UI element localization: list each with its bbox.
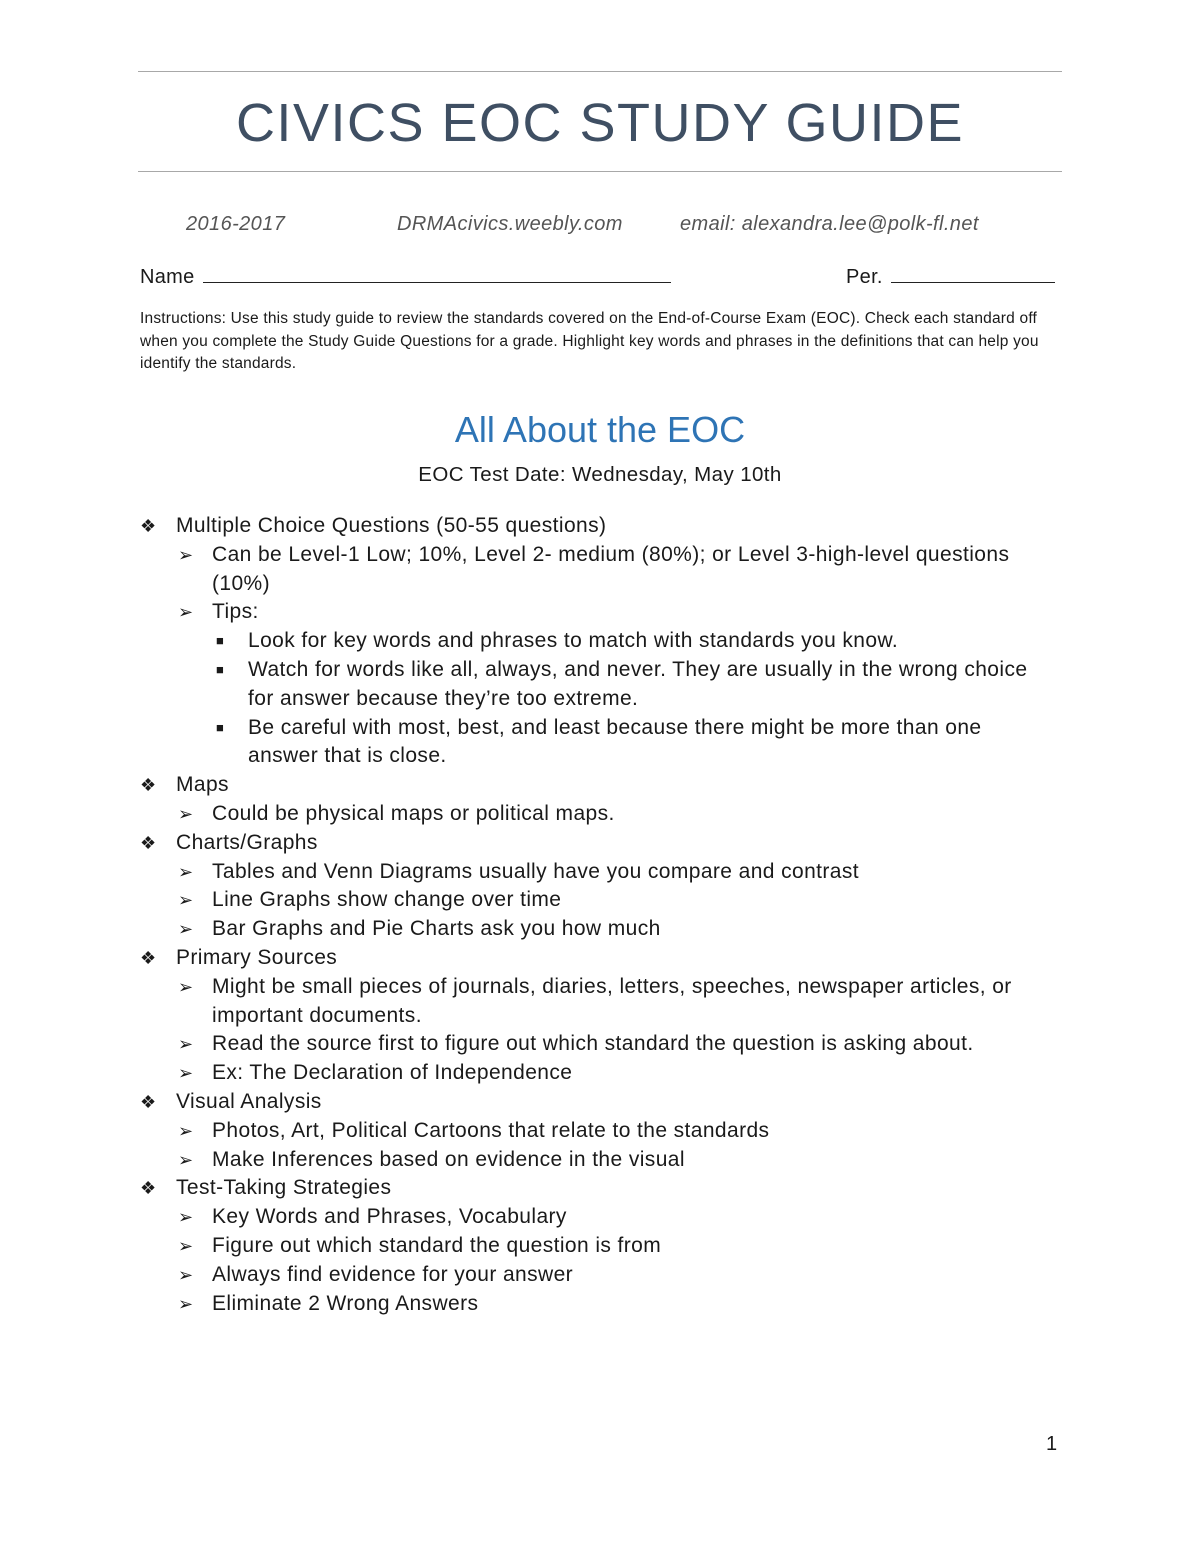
outline-item [140,541,1040,599]
outline-item-text: Can be Level-1 Low; 10%, Level 2- medium (80%); or Level 3-high-level questions (10%) [212,542,1010,595]
outline-item [140,915,1040,944]
outline-item-text: Figure out which standard the question is from [212,1233,662,1257]
arrowhead-bullet-icon: ➢ [178,1207,194,1228]
outline-item [140,714,1040,772]
outline-item-text: Eliminate 2 Wrong Answers [212,1291,479,1315]
instructions: Instructions: Use this study guide to review the standards covered on the End-of-Course Exam (EOC). Check each standard off when you complete the Study Guide Questions for a grade. Highlight key words and phrases in the definitions that can help you identify the standards. [140,310,1039,372]
square-bullet-icon: ■ [216,719,225,735]
outline-item [140,1059,1040,1088]
square-bullet-icon: ■ [216,633,225,649]
outline-item-text: Photos, Art, Political Cartoons that relate to the standards [212,1118,770,1142]
outline-item [140,1088,1040,1117]
outline-item-text: Could be physical maps or political maps. [212,801,615,825]
outline-item-text: Watch for words like all, always, and never. They are usually in the wrong choice for answer because they’re too extreme. [248,657,1028,710]
outline-item-text: Might be small pieces of journals, diaries, letters, speeches, newspaper articles, or important documents. [212,974,1012,1027]
outline-item [140,1174,1040,1203]
page-number: 1 [1046,1433,1058,1455]
period-blank[interactable] [891,262,1055,283]
diamond-bullet-icon: ❖ [140,516,157,536]
outline-item [140,1290,1040,1319]
outline-item-text: Key Words and Phrases, Vocabulary [212,1205,567,1229]
arrowhead-bullet-icon: ➢ [178,1120,194,1141]
outline-item [140,858,1040,887]
arrowhead-bullet-icon: ➢ [178,602,194,623]
test-date: EOC Test Date: Wednesday, May 10th [418,463,782,486]
outline-item-text: Ex: The Declaration of Independence [212,1061,573,1085]
arrowhead-bullet-icon: ➢ [178,544,194,565]
top-rule [138,71,1062,72]
outline-item-text: Primary Sources [176,945,338,969]
outline-item [140,886,1040,915]
outline-item-text: Make Inferences based on evidence in the visual [212,1147,685,1171]
outline-item-text: Charts/Graphs [176,830,318,854]
arrowhead-bullet-icon: ➢ [178,1264,194,1285]
outline-item [140,829,1040,858]
arrowhead-bullet-icon: ➢ [178,919,194,940]
outline-item [140,1261,1040,1290]
outline-item-text: Tables and Venn Diagrams usually have you compare and contrast [212,859,859,883]
website-link[interactable]: DRMAcivics.weebly.com [397,213,623,235]
page-title: CIVICS EOC STUDY GUIDE [235,93,965,153]
outline-item [140,800,1040,829]
outline-item [140,944,1040,973]
outline-item-text: Maps [176,773,229,797]
outline-item-text: Visual Analysis [176,1089,322,1113]
period-field[interactable] [846,262,1055,289]
diamond-bullet-icon: ❖ [140,1091,157,1112]
arrowhead-bullet-icon: ➢ [178,861,194,882]
outline-item [140,512,1040,541]
arrowhead-bullet-icon: ➢ [178,1235,194,1256]
arrowhead-bullet-icon: ➢ [178,976,194,997]
arrowhead-bullet-icon: ➢ [178,1034,194,1055]
outline-item [140,1203,1040,1232]
outline-item-text: Always find evidence for your answer [212,1262,574,1286]
outline-item [140,656,1040,714]
outline-item [140,598,1040,627]
arrowhead-bullet-icon: ➢ [178,803,194,824]
outline-item-text: Test-Taking Strategies [176,1176,392,1200]
arrowhead-bullet-icon: ➢ [178,1149,194,1170]
arrowhead-bullet-icon: ➢ [178,1293,194,1314]
outline-item [140,771,1040,800]
section-heading: All About the EOC [454,409,746,450]
outline-item [140,627,1040,656]
arrowhead-bullet-icon: ➢ [178,1063,194,1084]
outline-list [140,512,1040,1318]
outline-item [140,1030,1040,1059]
outline-item-text: Tips: [212,600,259,624]
outline-item [140,973,1040,1031]
outline-item-text: Look for key words and phrases to match with standards you know. [248,629,899,653]
school-year: 2016-2017 [186,213,286,235]
outline-item [140,1146,1040,1175]
diamond-bullet-icon: ❖ [140,1178,157,1199]
outline-item-text: Multiple Choice Questions (50-55 questions) [176,514,607,537]
square-bullet-icon: ■ [216,661,225,677]
diamond-bullet-icon: ❖ [140,775,157,796]
name-label: Name [140,266,195,288]
outline-item [140,1232,1040,1261]
outline-item-text: Line Graphs show change over time [212,888,562,912]
outline-item-text: Bar Graphs and Pie Charts ask you how much [212,917,661,941]
period-label: Per. [846,266,883,288]
email-contact[interactable]: email: alexandra.lee@polk-fl.net [680,213,979,235]
outline-item-text: Read the source first to figure out which standard the question is asking about. [212,1032,974,1056]
diamond-bullet-icon: ❖ [140,947,157,968]
diamond-bullet-icon: ❖ [140,832,157,853]
name-field[interactable] [140,262,671,289]
arrowhead-bullet-icon: ➢ [178,890,194,911]
title-rule [138,171,1062,172]
name-blank[interactable] [203,262,671,283]
outline-item [140,1117,1040,1146]
outline-item-text: Be careful with most, best, and least because there might be more than one answer that is close. [248,715,982,768]
